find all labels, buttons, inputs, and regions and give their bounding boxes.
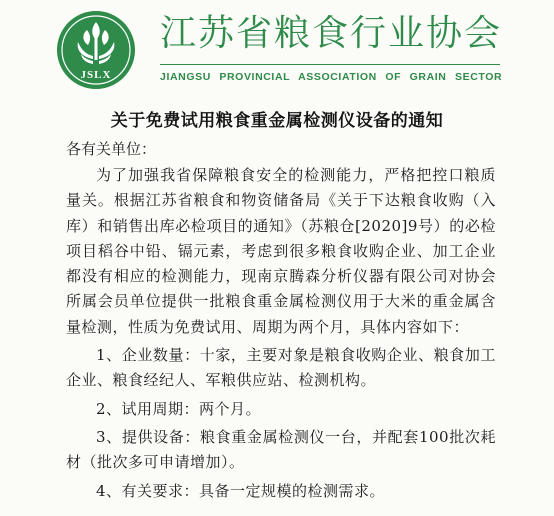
item-requirements: 4、有关要求：具备一定规模的检测需求。 xyxy=(96,481,386,500)
item-equipment: 3、提供设备：粮食重金属检测仪一台，并配套100批次耗材（批次多可申请增加）。 xyxy=(66,427,496,472)
notice-body xyxy=(66,163,496,504)
item-enterprise-count: 1、企业数量：十家，主要对象是粮食收购企业、粮食加工企业、粮食经纪人、军粮供应站、检测机构。 xyxy=(66,346,496,390)
logo-text: JSLX xyxy=(80,69,112,81)
item-trial-period: 2、试用周期：两个月。 xyxy=(96,399,262,418)
notice-title: 关于免费试用粮食重金属检测仪设备的通知 xyxy=(110,111,444,131)
letterhead-rule xyxy=(160,64,500,65)
letterhead xyxy=(0,0,554,100)
org-name-english: JIANGSU PROVINCIAL ASSOCIATION OF GRAIN SECTOR xyxy=(160,71,503,83)
association-logo-icon xyxy=(56,10,136,90)
salutation: 各有关单位： xyxy=(66,140,157,158)
intro-paragraph: 为了加强我省保障粮食安全的检测能力，严格把控口粮质量关。根据江苏省粮食和物资储备局《关于下达粮食收购（入库）和销售出库必检项目的通知》（苏粮仓[2020]9号）的必检项目稻谷中铅、镉元素，考虑到很多粮食收购企业、加工企业都没有相应的检测能力，现南京腾森分析仪器有限公司对协会所属会员单位提供一批粮食重金属检测仪用于大米的重金属含量检测，性质为免费试用、周期为两个月，具体内容如下： xyxy=(66,166,496,336)
org-name-chinese: 江苏省粮食行业协会 xyxy=(160,13,503,54)
